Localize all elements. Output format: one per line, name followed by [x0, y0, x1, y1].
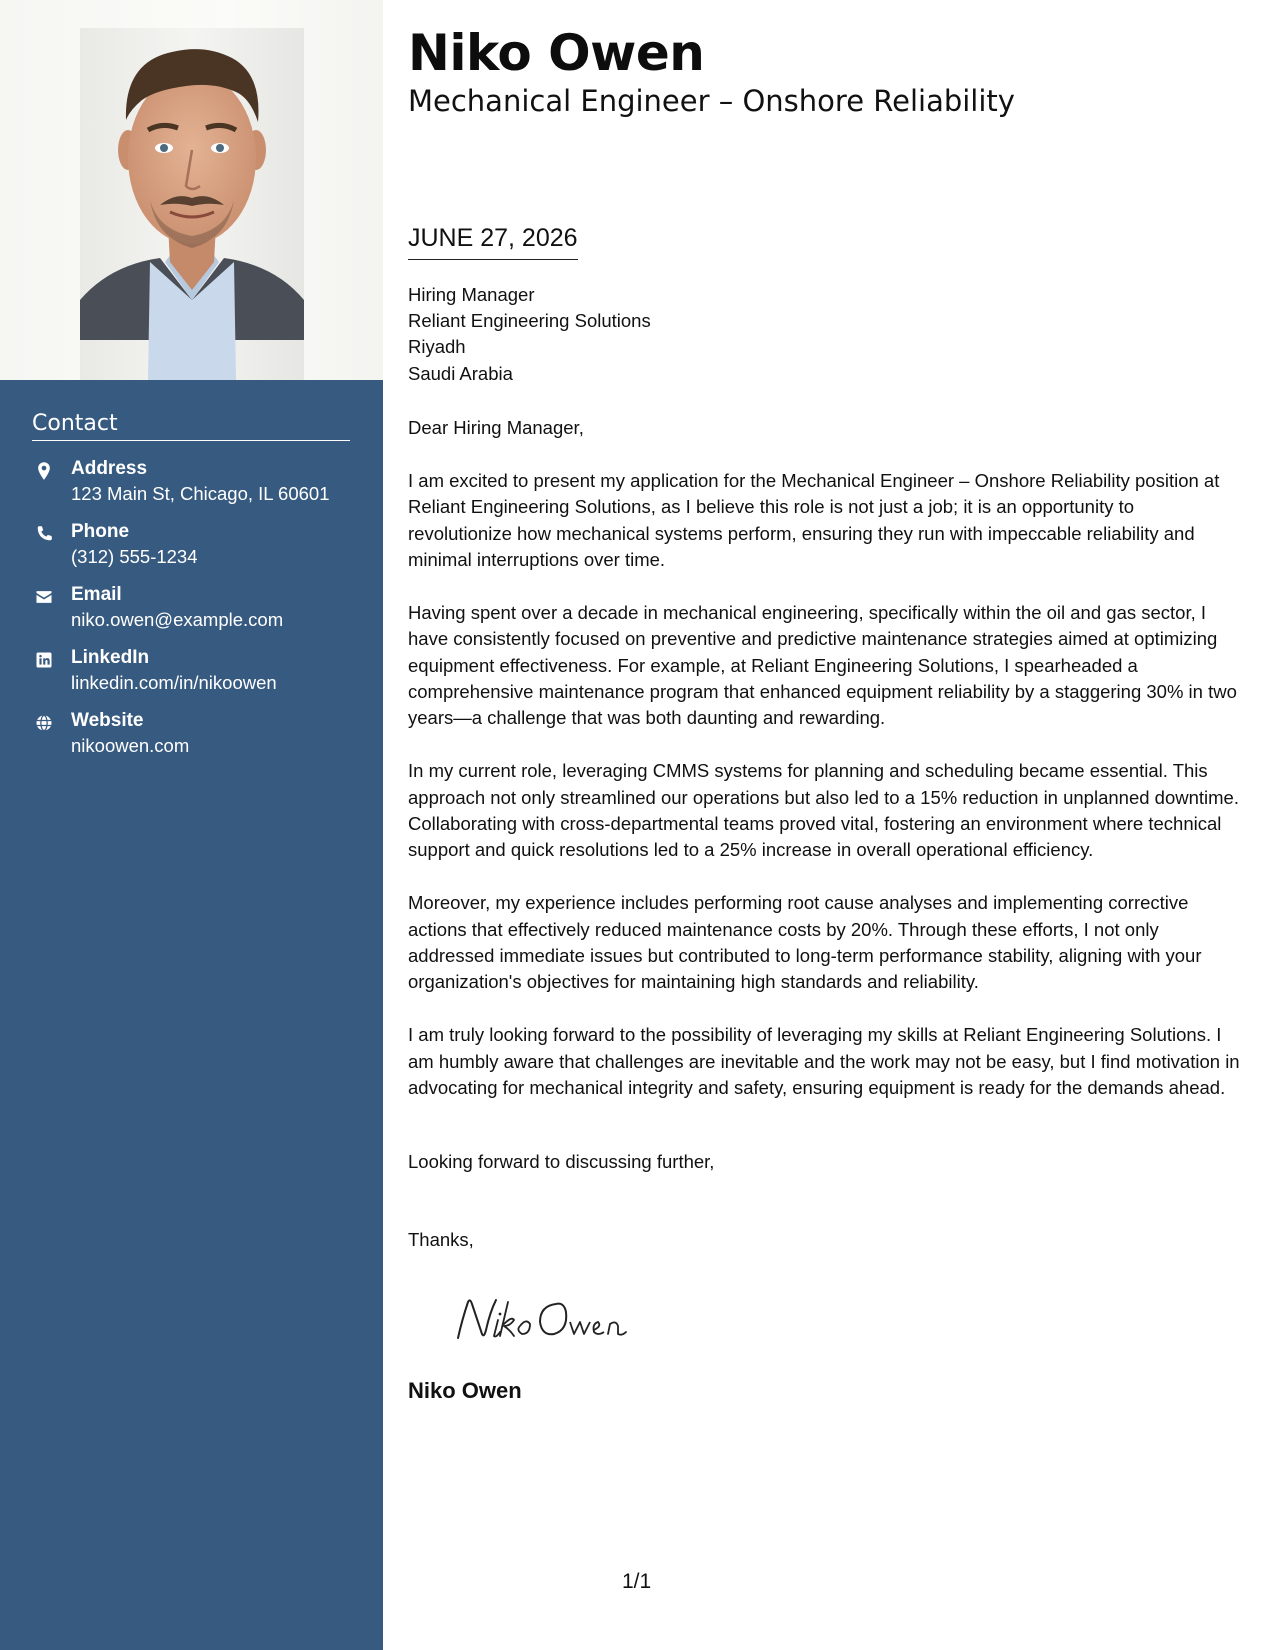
- closing-line: Looking forward to discussing further,: [408, 1151, 715, 1172]
- profile-photo: [0, 0, 383, 380]
- page-number: 1/1: [622, 1570, 652, 1593]
- recipient-line: Saudi Arabia: [408, 362, 513, 384]
- signature-name: Niko Owen: [408, 1378, 522, 1403]
- phone-value[interactable]: (312) 555-1234: [71, 546, 198, 567]
- address-value: 123 Main St, Chicago, IL 60601: [71, 483, 330, 504]
- job-title: Mechanical Engineer – Onshore Reliability: [408, 84, 1015, 118]
- applicant-name: Niko Owen: [408, 24, 705, 82]
- recipient-line: Riyadh: [408, 336, 466, 358]
- recipient-line: Reliant Engineering Solutions: [408, 310, 651, 332]
- contact-label: Phone: [71, 521, 130, 542]
- signoff: Thanks,: [408, 1229, 474, 1250]
- website-value[interactable]: nikoowen.com: [71, 735, 190, 756]
- paragraph: I am excited to present my application for the Mechanical Engineer – Onshore Reliability position at Reliant Engineering Solutions, as I believe this role is not just a job; it is an opportunity to revolutionize how mechanical systems perform, ensuring they run with impeccable reliability and minimal interruptions over time.: [408, 469, 1220, 571]
- contact-heading: Contact: [32, 411, 350, 441]
- email-value[interactable]: niko.owen@example.com: [71, 609, 284, 630]
- salutation: Dear Hiring Manager,: [408, 417, 584, 438]
- paragraph: In my current role, leveraging CMMS systems for planning and scheduling became essential. This approach not only streamlined our operations but also led to a 15% reduction in unplanned downtime. Collaborating with cross-departmental teams proved vital, fostering an environment where technical support and quick resolutions led to a 25% increase in overall operational efficiency.: [408, 760, 1239, 861]
- envelope-icon: [34, 587, 54, 607]
- paragraph: Moreover, my experience includes performing root cause analyses and implementing corrective actions that effectively reduced maintenance costs by 20%. Through these efforts, I not only addressed immediate issues but contributed to long-term performance stability, aligning with your organization's objectives for maintaining high standards and reliability.: [408, 892, 1202, 993]
- recipient-block: [408, 282, 651, 387]
- recipient-line: Hiring Manager: [408, 284, 535, 305]
- paragraph: Having spent over a decade in mechanical engineering, specifically within the oil and gas sector, I have consistently focused on preventive and predictive maintenance strategies aimed at optimizing equipment effectiveness. For example, at Reliant Engineering Solutions, I spearheaded a comprehensive maintenance program that enhanced equipment reliability by a staggering 30% in two years—a challenge that was both daunting and rewarding.: [408, 601, 1237, 729]
- sidebar: [0, 0, 383, 1650]
- contact-label: Email: [71, 584, 122, 605]
- globe-icon: [34, 713, 54, 733]
- contact-label: Address: [71, 458, 148, 479]
- letter-body: [408, 415, 1243, 1128]
- letter-date: JUNE 27, 2026: [408, 224, 578, 260]
- map-pin-icon: [34, 461, 54, 481]
- handwritten-signature: [452, 1290, 632, 1355]
- linkedin-icon: [34, 650, 54, 670]
- contact-label: Website: [71, 710, 144, 731]
- paragraph: I am truly looking forward to the possibility of leveraging my skills at Reliant Engineering Solutions. I am humbly aware that challenges are inevitable and the work may not be easy, but I find motivation in advocating for mechanical integrity and safety, ensuring equipment is ready for the demands ahead.: [408, 1024, 1240, 1099]
- phone-icon: [34, 524, 54, 544]
- contact-label: LinkedIn: [71, 647, 150, 668]
- linkedin-value[interactable]: linkedin.com/in/nikoowen: [71, 672, 277, 693]
